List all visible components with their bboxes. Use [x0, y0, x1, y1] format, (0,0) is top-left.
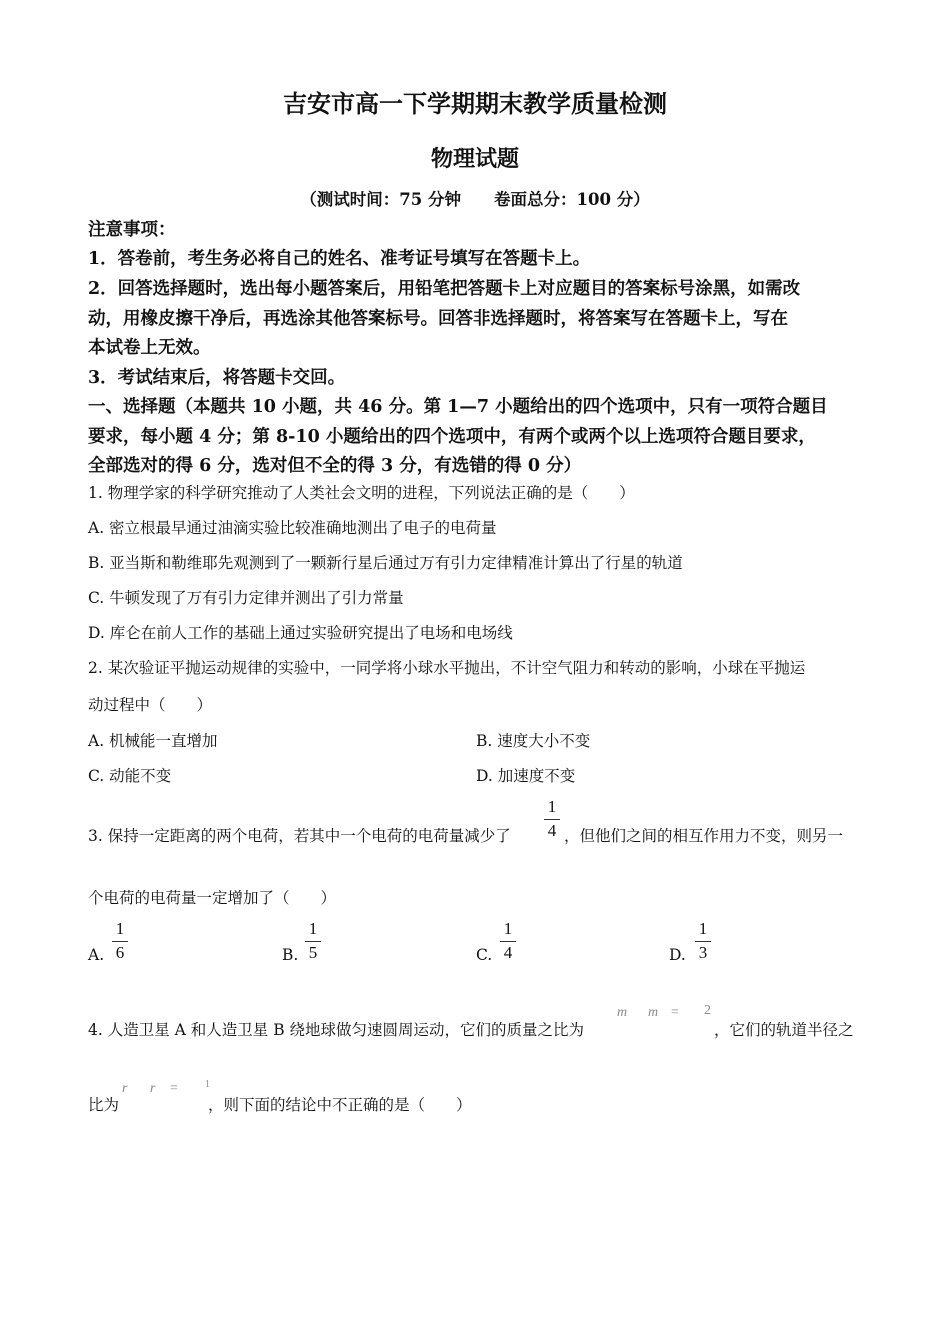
- q3-stem-post: ，但他们之间的相互作用力不变，则另一: [564, 827, 844, 845]
- fraction-bar: [500, 941, 516, 942]
- q3-option-b-label: B.: [282, 946, 299, 964]
- page-subtitle: 物理试题: [430, 146, 519, 172]
- q3-option-b-fraction: [305, 920, 321, 962]
- q3-stem-fraction-den: 4: [547, 821, 557, 840]
- q3-option-a-fraction: [112, 920, 128, 962]
- fraction-denominator: 6: [115, 943, 125, 962]
- fraction-bar: [695, 941, 711, 942]
- q4-mass-value: 2: [704, 1003, 711, 1018]
- q3-option-c-fraction: [500, 920, 516, 962]
- q4-stem-pre: 4. 人造卫星 A 和人造卫星 B 绕地球做匀速圆周运动，它们的质量之比为: [88, 1021, 585, 1039]
- q4-stem-post: ，它们的轨道半径之: [714, 1021, 854, 1039]
- q2-option-d: D. 加速度不变: [476, 767, 576, 785]
- exam-info: （测试时间：75 分钟 卷面总分：100 分）: [300, 190, 650, 209]
- q1-option-d: D. 库仑在前人工作的基础上通过实验研究提出了电场和电场线: [88, 624, 513, 642]
- note-2-line-3: 本试卷上无效。: [88, 338, 211, 358]
- q1-option-c: C. 牛顿发现了万有引力定律并测出了引力常量: [88, 589, 404, 607]
- fraction-denominator: 3: [698, 943, 708, 962]
- q4-line-2-post: ，则下面的结论中不正确的是（ ）: [208, 1096, 472, 1114]
- fraction-numerator: 1: [115, 919, 125, 938]
- section-1-line-3: 全部选对的得 6 分，选对但不全的得 3 分，有选错的得 0 分）: [88, 456, 582, 476]
- fraction-numerator: 1: [698, 919, 708, 938]
- note-2-line-1: 2．回答选择题时，选出每小题答案后，用铅笔把答题卡上对应题目的答案标号涂黑，如需改: [88, 279, 801, 299]
- note-1: 1．答卷前，考生务必将自己的姓名、准考证号填写在答题卡上。: [88, 249, 591, 269]
- fraction-numerator: 1: [503, 919, 513, 938]
- q2-stem-line-2: 动过程中（ ）: [88, 696, 213, 714]
- section-1-line-2: 要求，每小题 4 分；第 8-10 小题给出的四个选项中，有两个或两个以上选项符合题目要求，: [88, 427, 816, 447]
- section-1-line-1: 一、选择题（本题共 10 小题，共 46 分。第 1—7 小题给出的四个选项中，只有一项符合题目: [88, 397, 828, 417]
- q3-stem-pre: 3. 保持一定距离的两个电荷，若其中一个电荷的电荷量减少了: [88, 827, 511, 845]
- q3-option-c-label: C.: [476, 946, 493, 964]
- q4-radius-symbol-1: r: [122, 1081, 128, 1096]
- q3-option-d-label: D.: [669, 946, 686, 964]
- q2-option-c: C. 动能不变: [88, 767, 172, 785]
- q3-stem-line-2: 个电荷的电荷量一定增加了（ ）: [88, 889, 337, 907]
- q4-mass-equals: =: [671, 1005, 679, 1020]
- q3-option-a-label: A.: [88, 946, 105, 964]
- q4-mass-symbol-2: m: [648, 1005, 659, 1020]
- q1-option-a: A. 密立根最早通过油滴实验比较准确地测出了电子的电荷量: [88, 519, 497, 537]
- q2-option-b: B. 速度大小不变: [476, 732, 591, 750]
- q3-stem-fraction: [544, 798, 560, 840]
- fraction-denominator: 4: [503, 943, 513, 962]
- fraction-bar: [112, 941, 128, 942]
- q1-stem: 1. 物理学家的科学研究推动了人类社会文明的进程，下列说法正确的是（ ）: [88, 484, 635, 502]
- fraction-bar: [305, 941, 321, 942]
- q4-line-2-pre: 比为: [88, 1096, 120, 1114]
- q2-stem-line-1: 2. 某次验证平抛运动规律的实验中，一同学将小球水平抛出，不计空气阻力和转动的影响，小球在平抛运: [88, 659, 806, 677]
- fraction-denominator: 5: [308, 943, 318, 962]
- q4-radius-symbol-2: r: [150, 1081, 156, 1096]
- page-title: 吉安市高一下学期期末教学质量检测: [283, 89, 667, 118]
- q4-radius-value: 1: [205, 1079, 210, 1090]
- q3-stem-fraction-num: 1: [547, 797, 557, 816]
- notes-heading: 注意事项：: [88, 220, 176, 240]
- q4-mass-symbol-1: m: [617, 1005, 628, 1020]
- q3-option-d-fraction: [695, 920, 711, 962]
- note-3: 3．考试结束后，将答题卡交回。: [88, 368, 346, 388]
- q4-radius-equals: =: [170, 1081, 178, 1096]
- note-2-line-2: 动，用橡皮擦干净后，再选涂其他答案标号。回答非选择题时，将答案写在答题卡上，写在: [88, 309, 788, 329]
- q2-option-a: A. 机械能一直增加: [88, 732, 218, 750]
- q1-option-b: B. 亚当斯和勒维耶先观测到了一颗新行星后通过万有引力定律精准计算出了行星的轨道: [88, 554, 683, 572]
- fraction-bar: [544, 819, 560, 820]
- fraction-numerator: 1: [308, 919, 318, 938]
